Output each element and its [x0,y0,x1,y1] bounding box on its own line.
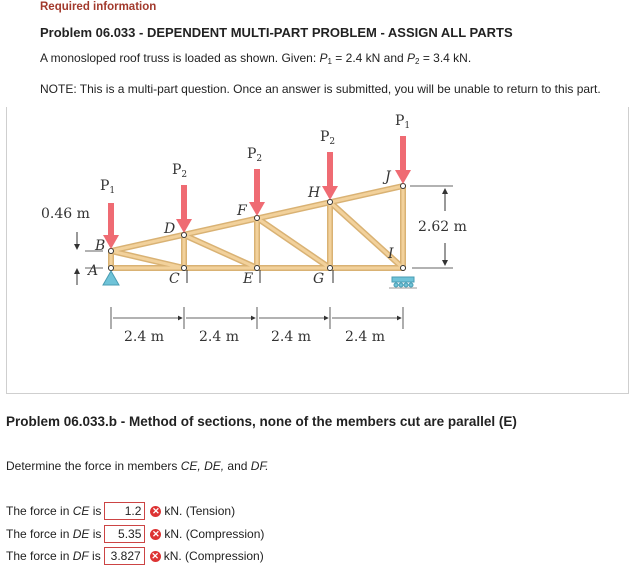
load-label-d: $P_2$ [172,162,188,180]
node-label-b: B [95,238,106,254]
description-text: A monosloped roof truss is loaded as shown. Given: [40,51,320,65]
figure-panel [6,107,629,394]
part-prompt [6,459,269,473]
load-arrow-b [108,203,114,237]
span-dimension-lines [111,307,403,329]
load-label-j: $P_1$ [395,113,411,131]
load-arrow-d [181,185,187,221]
node-label-i: I [388,246,394,262]
p2-symbol: P [407,51,416,65]
prompt-last-member: DF. [250,459,269,473]
answer-unit: kN. (Tension) [164,504,236,518]
answer-unit: kN. (Compression) [164,527,265,541]
p1-subscript: 1 [327,57,332,66]
node-label-e: E [243,271,254,287]
load-arrowhead-f [249,202,265,216]
dim-span-2: 2.4 m [199,329,239,345]
answer-row-ce [6,501,235,521]
answer-label: The force in CE is [6,504,102,518]
x-circle-icon: ✕ [152,505,160,516]
roller-wheels [394,283,413,287]
p1-value: = 2.4 kN and [331,51,408,65]
p1-symbol: P [319,51,328,65]
node-label-d: D [164,221,176,237]
roller-support-icon [392,277,414,282]
load-arrow-j [400,136,406,172]
truss-figure [7,107,628,393]
part-title: Problem 06.033.b - Method of sections, none of the members cut are parallel (E) [6,414,517,429]
load-arrow-f [254,169,260,204]
node-label-j: J [385,169,391,185]
required-information-heading: Required information [40,1,157,13]
answer-row-de [6,524,264,544]
prompt-prefix: Determine the force in members [6,459,181,473]
load-label-b: $P_1$ [100,178,116,196]
load-arrowhead-h [322,186,338,200]
answer-row-df [6,546,264,566]
problem-title: Problem 06.033 - DEPENDENT MULTI-PART PROBLEM - ASSIGN ALL PARTS [40,25,513,40]
load-arrowhead-j [395,170,411,184]
node-label-g: G [313,271,325,287]
dim-span-3: 2.4 m [271,329,311,345]
dim-span-1: 2.4 m [124,329,164,345]
prompt-and: and [224,459,251,473]
node-label-h: H [308,185,321,201]
answer-label: The force in DF is [6,549,101,563]
answer-unit: kN. (Compression) [163,549,264,563]
x-circle-icon: ✕ [152,528,160,539]
p2-subscript: 2 [415,57,420,66]
answer-input-df[interactable]: 3.827 [104,547,145,565]
p2-value: = 3.4 kN. [419,51,472,65]
load-label-h: $P_2$ [320,129,336,147]
pin-support-icon [103,271,119,285]
answer-input-de[interactable]: 5.35 [104,525,145,543]
problem-description [40,51,471,66]
load-arrow-h [327,152,333,188]
node-label-a: A [88,263,99,279]
node-label-f: F [237,203,247,219]
multi-part-note: NOTE: This is a multi-part question. Once an answer is submitted, you will be unable to return to this part. [40,82,601,96]
dim-span-4: 2.4 m [345,329,385,345]
x-circle-icon: ✕ [151,550,159,561]
prompt-members: CE, DE, [180,459,225,473]
answer-label: The force in DE is [6,527,102,541]
answer-input-ce[interactable]: 1.2 [104,502,145,520]
load-label-f: $P_2$ [247,146,263,164]
dim-left-height: 0.46 m [41,206,90,222]
node-label-c: C [169,271,180,287]
dim-right-height: 2.62 m [418,219,467,235]
